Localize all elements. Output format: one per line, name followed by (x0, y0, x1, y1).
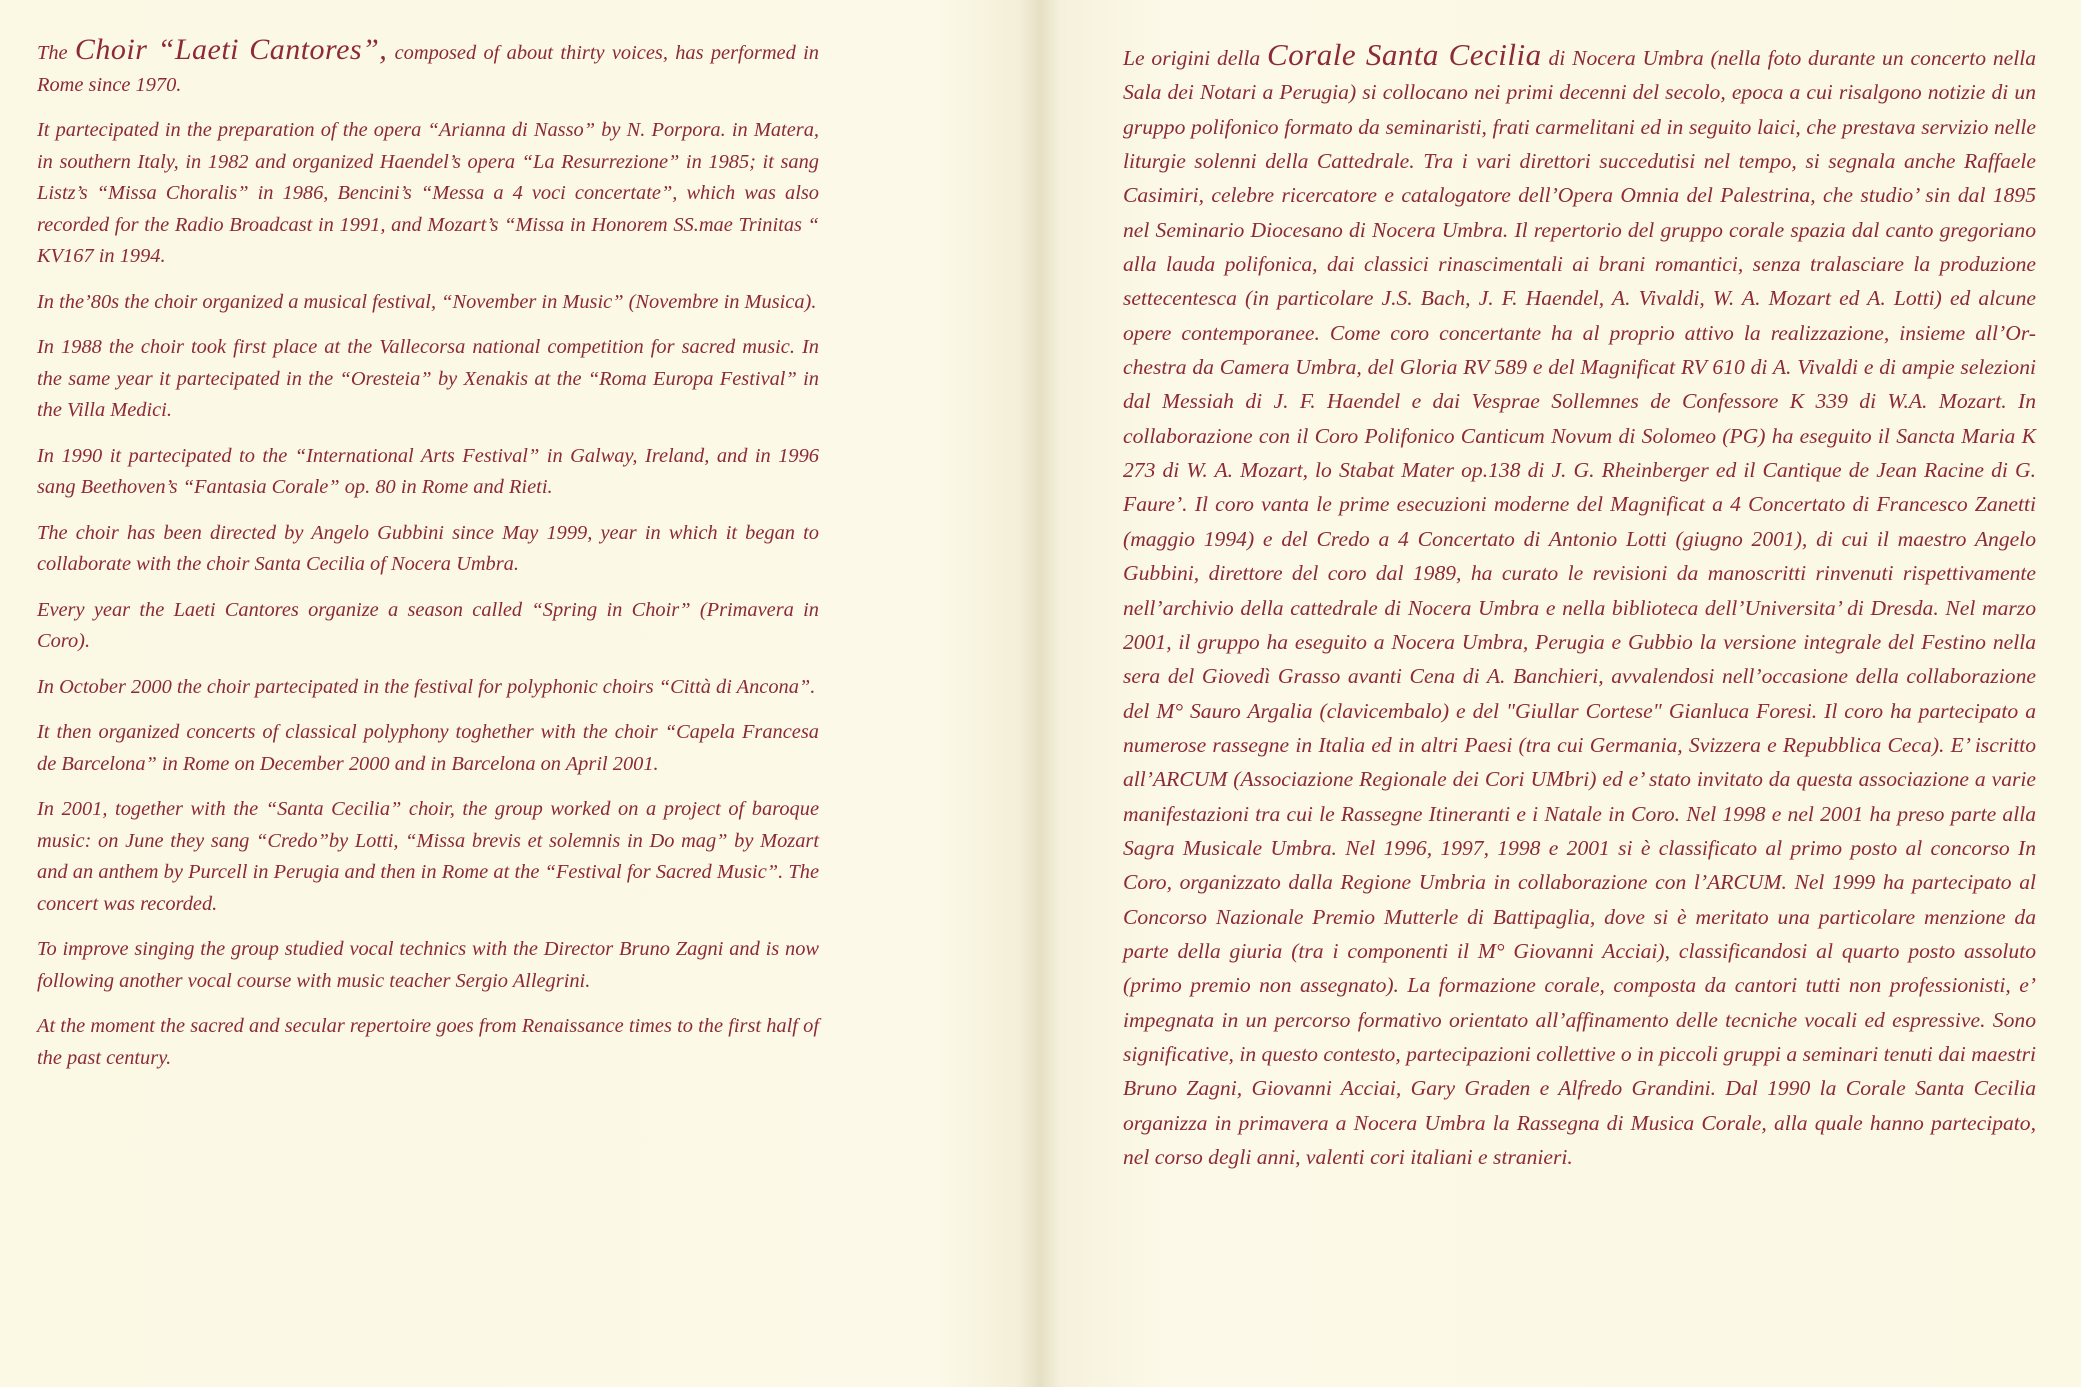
choir-name-heading: Choir “Laeti Cantores”, (74, 33, 388, 66)
paragraph: The choir has been directed by Angelo Gubbini since May 1999, year in which it began to collaborate with the choir Santa Cecilia of Nocera Umbra. (37, 521, 819, 575)
right-page (1041, 0, 2081, 1387)
paragraph: It then organized concerts of classical polyphony toghether with the choir “Capela Francesa de Barcelona” in Rome on December 2000 and in Barcelona on April 2001. (37, 721, 819, 775)
paragraph: To improve singing the group studied vocal technics with the Director Bruno Zagni and is now following another vocal course with music teacher Sergio Allegrini. (37, 938, 819, 992)
intro-paragraph (37, 34, 819, 101)
laeti-cantores-text (37, 34, 819, 1088)
paragraph: In 2001, together with the “Santa Cecilia” choir, the group worked on a project of baroque music: on June they sang “Credo”by Lotti, “Missa brevis et solemnis in Do mag” by Mozart and an anthem by Purcell in Perugia and then in Rome at the “Festival for Sacred Music”. The concert was recorded. (37, 798, 819, 915)
intro-rest: composed of about thirty voices, has performed in Rome since 1970. (37, 42, 819, 96)
paragraph: Every year the Laeti Cantores organize a season called “Spring in Choir” (Primavera in Coro). (37, 598, 819, 652)
paragraph: In 1988 the choir took first place at the Vallecorsa national competition for sacred music. In the same year it partecipated in the “Oresteia” by Xenakis at the “Roma Europa Festival” in the Villa Medici. (37, 336, 819, 421)
corale-santa-cecilia-text (1123, 38, 2036, 1174)
paragraph: It partecipated in the preparation of the opera “Arianna di Nasso” by N. Porpora. in Matera, in southern Italy, in 1982 and organized Haendel’s opera “La Resurrezione” in 1985; it sang Listz’s “Missa Choralis” in 1986, Bencini’s “Messa a 4 voci concertate”, which was also recorded for the Radio Broadcast in 1991, and Mozart’s “Missa in Honorem SS.mae Trinitas “ KV167 in 1994. (37, 119, 819, 267)
paragraph: In 1990 it partecipated to the “International Arts Festival” in Galway, Ireland, and in 1996 sang Beethoven’s “Fantasia Corale” op. 80 in Rome and Rieti. (37, 444, 819, 498)
left-page (0, 0, 1000, 1387)
paragraph: In October 2000 the choir partecipated in the festival for polyphonic choirs “Città di Ancona”. (37, 675, 816, 698)
corale-name-heading: Corale Santa Cecilia (1267, 37, 1542, 72)
history-lead: Le origini della (1123, 46, 1261, 70)
paragraph: In the’80s the choir organized a musical festival, “November in Music” (Novembre in Musica). (37, 290, 817, 313)
history-body: di Nocera Umbra (nella foto durante un concerto nella Sala dei Notari a Perugia) si collocano nei primi decenni del secolo, epoca a cui risalgono notizie di un gruppo polifonico formato da seminaristi, frati carmelitani ed in seguito laici, che prestava servizio nelle liturgie solenni della Cattedrale. Tra i vari direttori succedutisi nel tempo, si segnala anche Raffaele Casimiri, celebre ricercatore e catalogatore dell’Opera Omnia del Palestrina, che studio’ sin dal 1895 nel Seminario Diocesano di Nocera Umbra. Il repertorio del gruppo corale spazia dal canto gregoriano alla lauda polifonica, dai classici rinascimentali ai brani romantici, senza tralasciare la produzione settecentesca (in particolare J.S. Bach, J. F. Haendel, A. Vivaldi, W. A. Mozart ed A. Lotti) ed alcune opere contemporanee. Come coro concertante ha al proprio attivo la realizzazione, insieme all’Or- chestra da Camera Umbra, del Gloria RV 589 e del Magnificat RV 610 di A. Vivaldi e di ampie selezioni dal Messiah di J. F. Haendel e dai Vesprae Sollemnes de Confessore K 339 di W.A. Mozart. In collaborazione con il Coro Polifonico Canticum Novum di Solomeo (PG) ha eseguito il Sancta Maria K 273 di W. A. Mozart, lo Stabat Mater op.138 di J. G. Rheinberger ed il Cantique de Jean Racine di G. Faure’. Il coro vanta le prime esecuzioni moderne del Magnificat a 4 Concertato di Francesco Zanetti (maggio 1994) e del Credo a 4 Concertato di Antonio Lotti (giugno 2001), di cui il maestro Angelo Gubbini, direttore del coro dal 1989, ha curato le revisioni da manoscritti rinvenuti rispettivamente nell’archivio della cattedrale di Nocera Umbra e nella biblioteca dell’Universita’ di Dresda. Nel marzo 2001, il gruppo ha eseguito a Nocera Umbra, Perugia e Gubbio la versione integrale del Festino nella sera del Giovedì Grasso avanti Cena di A. Banchieri, avvalendosi nell’occasione della collaborazione del M° Sauro Argalia (clavicembalo) e del "Giullar Cortese" Gianluca Foresi. Il coro ha partecipato a numerose rassegne in Italia ed in altri Paesi (tra cui Germania, Svizzera e Repubblica Ceca). E’ iscritto all’ARCUM (Associazione Regionale dei Cori UMbri) ed e’ stato invitato da questa associazione a varie manifestazioni tra cui le Rassegne Itineranti e i Natale in Coro. Nel 1998 e nel 2001 ha preso parte alla Sagra Musicale Umbra. Nel 1996, 1997, 1998 e 2001 si è classificato al primo posto al concorso In Coro, organizzato dalla Regione Umbria in collaborazione con l’ARCUM. Nel 1999 ha partecipato al Concorso Nazionale Premio Mutterle di Battipaglia, dove si è meritato una particolare menzione da parte della giuria (tra i componenti il M° Giovanni Acciai), classificandosi al quarto posto assoluto (primo premio non assegnato). La formazione corale, composta da cantori tutti non professionisti, e’ impegnata in un percorso formativo orientato all’affinamento delle tecniche vocali ed espressive. Sono significative, in questo contesto, partecipazioni collettive o in piccoli gruppi a seminari tenuti dai maestri Bruno Zagni, Giovanni Acciai, Gary Graden e Alfredo Grandini. Dal 1990 la Corale Santa Cecilia organizza in primavera a Nocera Umbra la Rassegna di Musica Corale, alla quale hanno partecipato, nel corso degli anni, valenti cori italiani e stranieri. (1123, 46, 2036, 1169)
paragraph: At the moment the sacred and secular repertoire goes from Renaissance times to the first half of the past century. (37, 1015, 819, 1069)
history-paragraph (1123, 38, 2036, 1174)
intro-the: The (37, 42, 68, 64)
